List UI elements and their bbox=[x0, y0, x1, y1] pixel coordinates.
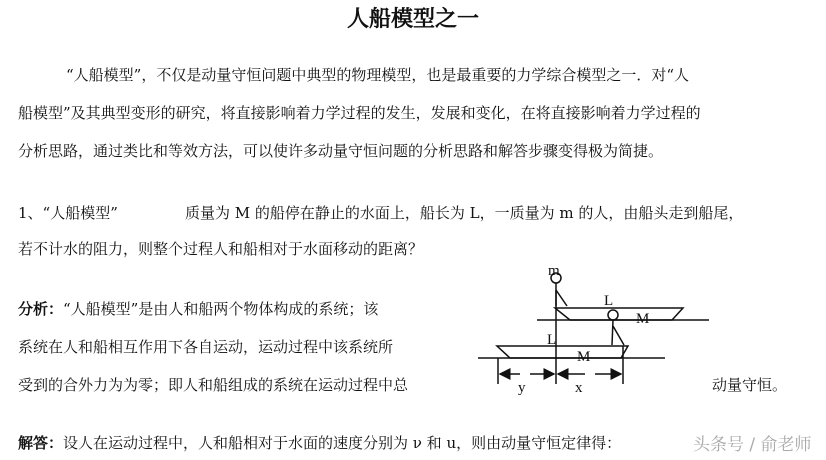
analysis-label: 分析： bbox=[18, 300, 64, 318]
page-title: 人船模型之一 bbox=[346, 7, 479, 32]
watermark: 头条号 / 俞老师 bbox=[693, 435, 812, 455]
label-M-top: M bbox=[636, 311, 650, 327]
label-M-bottom: M bbox=[577, 349, 591, 365]
label-m: m bbox=[548, 263, 560, 279]
problem-label: 1、“人船模型” bbox=[18, 204, 118, 222]
problem-text: 质量为 M 的船停在静止的水面上，船长为 L，一质量为 m 的人，由船头走到船尾， bbox=[185, 204, 744, 222]
label-x: x bbox=[575, 380, 583, 396]
analysis-tail: 动量守恒。 bbox=[712, 376, 788, 394]
intro-line: “人船模型”，不仅是动量守恒问题中典型的物理模型，也是最重要的力学综合模型之一．对“人 bbox=[66, 66, 690, 84]
person-bottom bbox=[608, 310, 618, 320]
problem-text: 若不计水的阻力，则整个过程人和船相对于水面移动的距离？ bbox=[18, 240, 424, 258]
boat-top bbox=[555, 308, 683, 320]
solution-label: 解答： bbox=[18, 434, 64, 452]
label-L-bottom: L bbox=[547, 332, 557, 348]
person-bottom-body bbox=[612, 320, 624, 345]
boat-bottom bbox=[497, 346, 628, 358]
person-top-body bbox=[556, 283, 567, 306]
analysis-text: “人船模型”是由人和船两个物体构成的系统；该 bbox=[63, 300, 379, 318]
intro-line: 分析思路，通过类比和等效方法，可以使许多动量守恒问题的分析思路和解答步骤变得极为简捷。 bbox=[18, 142, 664, 160]
analysis-text: 受到的合外力为为零；即人和船组成的系统在运动过程中总 bbox=[18, 376, 409, 394]
intro-line: 船模型”及其典型变形的研究，将直接影响着力学过程的发生，发展和变化，在将直接影响着力学过程的 bbox=[18, 104, 701, 122]
analysis-text: 系统在人和船相互作用下各自运动，运动过程中该系统所 bbox=[18, 338, 394, 356]
solution-text: 设人在运动过程中，人和船相对于水面的速度分别为 ν 和 u，则由动量守恒定律得： bbox=[63, 434, 622, 452]
label-y: y bbox=[518, 380, 526, 396]
label-L-top: L bbox=[604, 293, 614, 309]
